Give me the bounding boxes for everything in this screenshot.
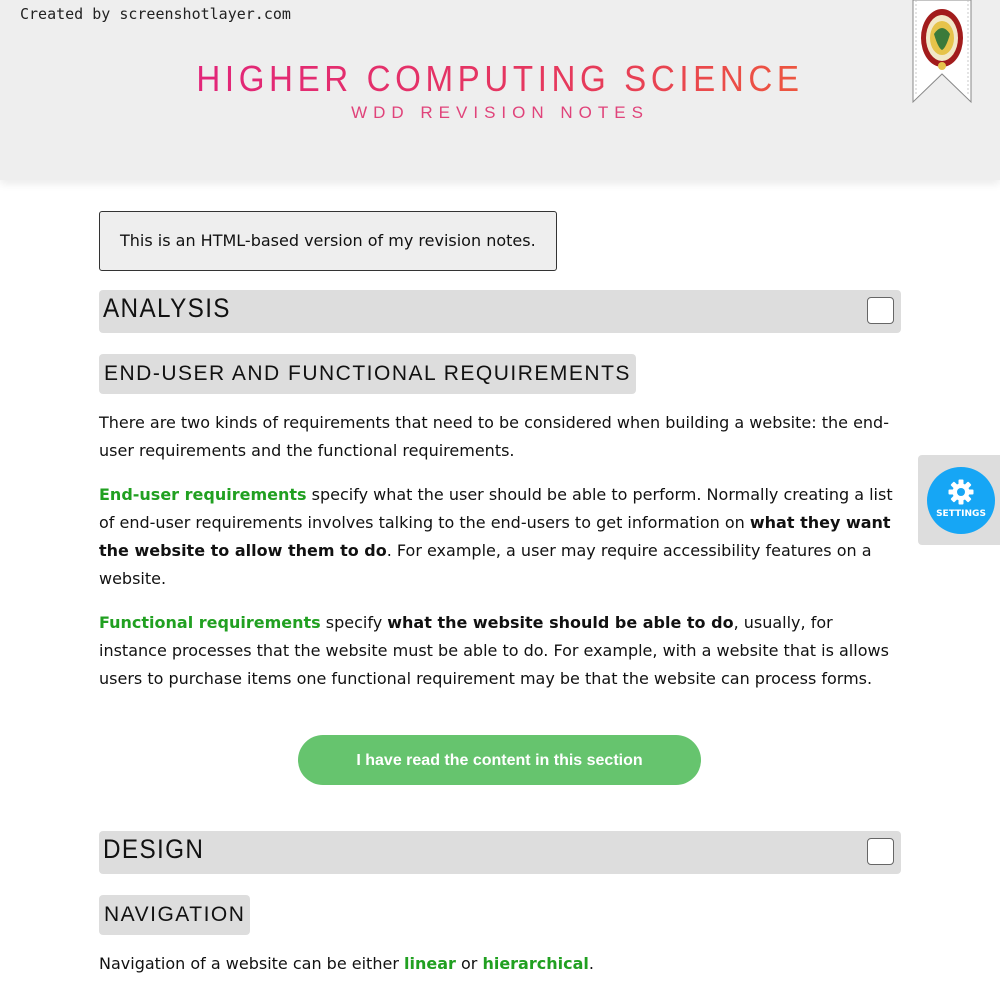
section-analysis-header[interactable] bbox=[99, 290, 901, 333]
site-title: HIGHER COMPUTING SCIENCE bbox=[40, 58, 960, 100]
term-linear: linear bbox=[403, 954, 456, 973]
site-subtitle: WDD REVISION NOTES bbox=[351, 103, 649, 122]
paragraph-text: Navigation of a website can be either bbox=[99, 954, 404, 973]
mark-section-read-button[interactable]: I have read the content in this section bbox=[298, 735, 701, 785]
settings-label: SETTINGS bbox=[936, 509, 986, 519]
paragraph-end-user bbox=[99, 481, 899, 593]
paragraph-text: or bbox=[455, 954, 483, 973]
paragraph-functional bbox=[99, 609, 899, 693]
term-end-user-requirements: End-user requirements bbox=[99, 485, 307, 504]
section-complete-checkbox[interactable] bbox=[867, 838, 894, 865]
paragraph-text: , usually, for instance processes that the website must be able to do. For example, with a website that is allows users to purchase items one functional requirement may be that the website can process forms. bbox=[99, 613, 889, 688]
paragraph-text: There are two kinds of requirements that need to be considered when building a website: the end-user requirements and the functional requirements. bbox=[99, 413, 889, 460]
emphasis-text: what they want the website to allow them to do bbox=[99, 513, 891, 560]
paragraph-text: specify what the user should be able to perform. Normally creating a list of end-user requirements involves talking to the end-users to get information on bbox=[99, 485, 893, 532]
section-design-header[interactable] bbox=[99, 831, 901, 874]
settings-panel-tab[interactable] bbox=[918, 455, 1000, 545]
school-crest-ribbon bbox=[912, 0, 972, 104]
paragraph-text: . bbox=[588, 954, 594, 973]
subheading-navigation: NAVIGATION bbox=[99, 895, 250, 935]
paragraph-text: specify bbox=[320, 613, 388, 632]
subheading-requirements: END-USER AND FUNCTIONAL REQUIREMENTS bbox=[99, 354, 636, 394]
paragraph-navigation bbox=[99, 950, 899, 978]
paragraph-intro bbox=[99, 409, 899, 465]
term-hierarchical: hierarchical bbox=[482, 954, 589, 973]
section-title: ANALYSIS bbox=[103, 293, 231, 323]
html-version-notice: This is an HTML-based version of my revision notes. bbox=[99, 211, 557, 271]
section-complete-checkbox[interactable] bbox=[867, 297, 894, 324]
settings-button[interactable] bbox=[927, 467, 995, 534]
paragraph-text: . For example, a user may require accessibility features on a website. bbox=[99, 541, 872, 588]
term-functional-requirements: Functional requirements bbox=[99, 613, 321, 632]
site-header bbox=[0, 0, 1000, 180]
gear-icon bbox=[947, 478, 975, 506]
emphasis-text: what the website should be able to do bbox=[387, 613, 734, 632]
section-title: DESIGN bbox=[103, 834, 205, 864]
watermark-text: Created by screenshotlayer.com bbox=[20, 5, 291, 23]
